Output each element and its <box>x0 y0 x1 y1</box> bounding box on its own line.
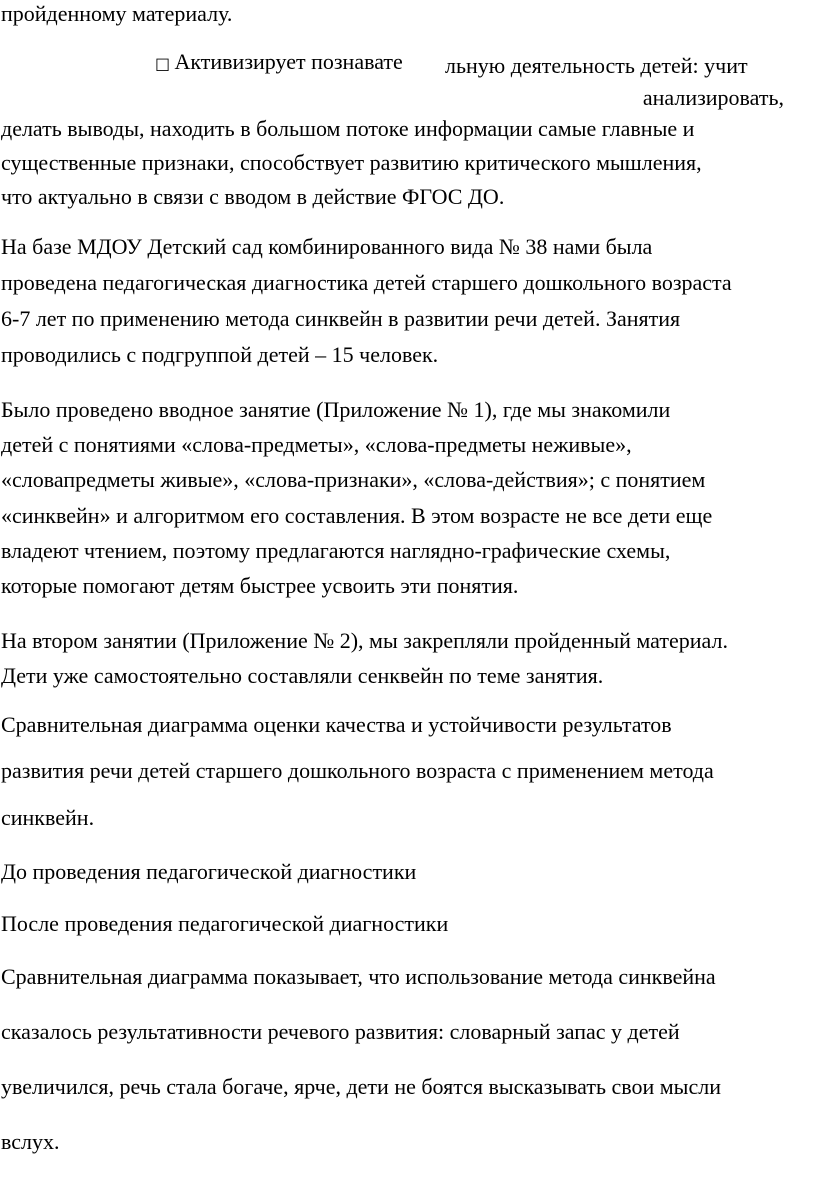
bullet-text-part3: анализировать, <box>642 85 784 110</box>
paragraph-line: Было проведено вводное занятие (Приложение № 1), где мы знакомили <box>1 397 671 422</box>
bullet-icon: □ <box>155 54 171 73</box>
paragraph-line: На базе МДОУ Детский сад комбинированного вида № 38 нами была <box>1 234 653 259</box>
bullet-text-part2: льную деятельность детей: учит <box>445 53 748 78</box>
paragraph-line: вслух. <box>1 1129 60 1154</box>
paragraph-line: владеют чтением, поэтому предлагаются наглядно-графические схемы, <box>1 538 671 563</box>
paragraph-line: 6-7 лет по применению метода синквейн в развитии речи детей. Занятия <box>1 306 681 331</box>
diagram-caption-after: После проведения педагогической диагностики <box>1 911 449 936</box>
paragraph-line: развития речи детей старшего дошкольного возраста с применением метода <box>1 758 714 783</box>
paragraph-line: синквейн. <box>1 805 95 830</box>
paragraph-line: делать выводы, находить в большом потоке информации самые главные и <box>1 116 695 141</box>
paragraph-line: «синквейн» и алгоритмом его составления. В этом возрасте не все дети еще <box>1 503 713 528</box>
paragraph-line: Сравнительная диаграмма оценки качества и устойчивости результатов <box>1 712 672 737</box>
paragraph-line: которые помогают детям быстрее усвоить эти понятия. <box>1 573 519 598</box>
paragraph-line: Дети уже самостоятельно составляли сенквейн по теме занятия. <box>1 663 604 688</box>
paragraph-line: На втором занятии (Приложение № 2), мы закрепляли пройденный материал. <box>1 628 728 653</box>
bullet-text-part1: Активизирует познавате <box>174 49 403 74</box>
paragraph-line: проводились с подгруппой детей – 15 человек. <box>1 342 439 367</box>
paragraph-line: что актуально в связи с вводом в действие ФГОС ДО. <box>1 184 505 209</box>
paragraph-line: увеличился, речь стала богаче, ярче, дети не боятся высказывать свои мысли <box>1 1074 721 1099</box>
paragraph-line: существенные признаки, способствует развитию критического мышления, <box>1 150 702 175</box>
paragraph-line: проведена педагогическая диагностика детей старшего дошкольного возраста <box>1 270 732 295</box>
paragraph-line: сказалось результативности речевого развития: словарный запас у детей <box>1 1019 680 1044</box>
diagram-caption-before: До проведения педагогической диагностики <box>1 859 417 884</box>
paragraph-line: «словапредметы живые», «слова-признаки», «слова-действия»; с понятием <box>1 467 706 492</box>
paragraph-line: Сравнительная диаграмма показывает, что использование метода синквейна <box>1 964 716 989</box>
paragraph-line: детей с понятиями «слова-предметы», «слова-предметы неживые», <box>1 432 632 457</box>
intro-tail-line: пройденному материалу. <box>1 1 233 26</box>
bullet-line <box>155 51 403 73</box>
